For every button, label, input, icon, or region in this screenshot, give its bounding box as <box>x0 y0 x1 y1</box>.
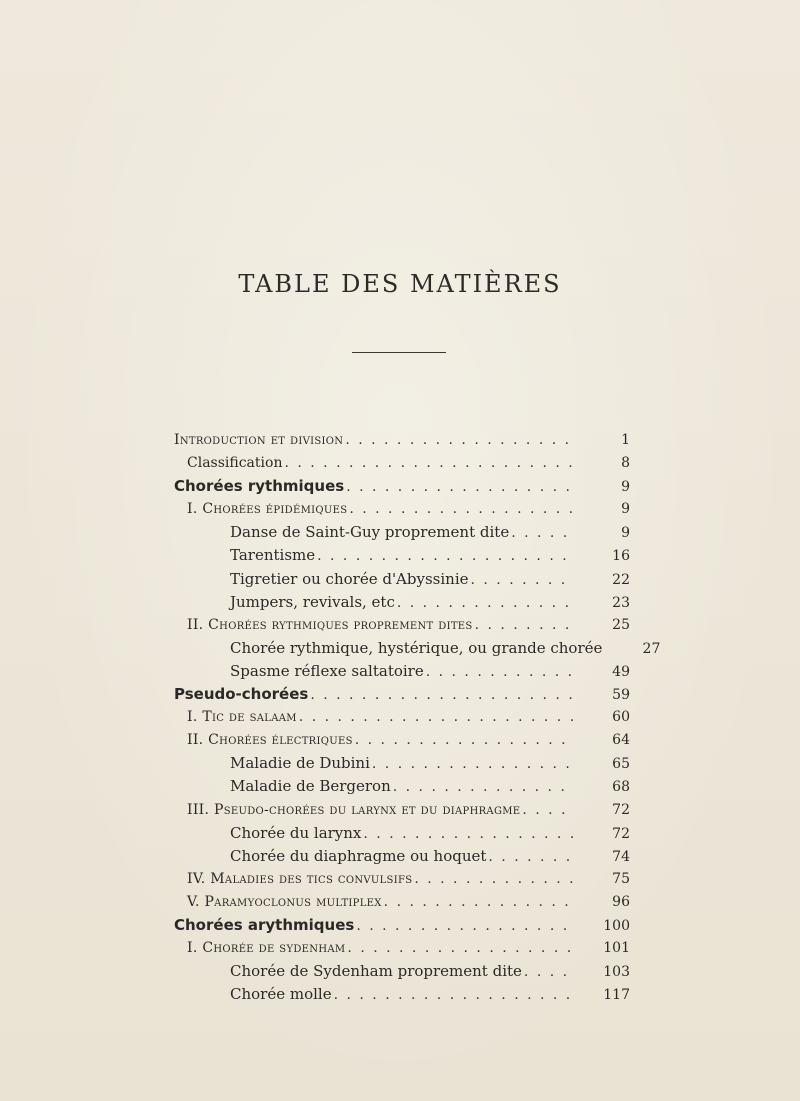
toc-entry-page: 25 <box>612 616 630 633</box>
toc-entry-label: I. Chorée de sydenham <box>187 940 346 957</box>
toc-entry <box>170 799 630 822</box>
dot-leader <box>346 476 574 499</box>
toc-entry <box>170 729 630 752</box>
dot-leader <box>522 799 574 822</box>
toc-entry-page: 74 <box>612 848 630 865</box>
toc-entry-label: I. Chorées épidémiques <box>187 501 348 518</box>
toc-entry-label: Tigretier ou chorée d'Abyssinie <box>230 569 469 588</box>
toc-entry <box>170 937 630 960</box>
toc-entry <box>170 845 630 868</box>
dot-leader <box>355 729 574 752</box>
toc-entry <box>170 544 630 567</box>
toc-entry-page: 59 <box>612 687 630 704</box>
toc-entry-label: Pseudo-chorées <box>174 685 309 704</box>
dot-leader <box>299 706 574 729</box>
toc-entry <box>170 983 630 1006</box>
toc-entry <box>170 475 630 498</box>
toc-entry-page: 75 <box>612 870 630 887</box>
dot-leader <box>349 498 574 521</box>
toc-entry-page: 60 <box>612 709 630 726</box>
dot-leader <box>347 937 574 960</box>
dot-leader <box>317 545 574 568</box>
toc-entry-label: Chorées arythmiques <box>174 915 355 934</box>
toc-entry <box>170 706 630 729</box>
toc-entry-label: IV. Maladies des tics convulsifs <box>187 870 413 887</box>
toc-entry-label: Jumpers, revivals, etc <box>230 592 395 611</box>
toc-entry-page: 8 <box>621 455 630 472</box>
toc-entry-label: Maladie de Dubini <box>230 754 370 773</box>
toc-entry-label: V. Paramyoclonus multiplex <box>187 893 382 910</box>
toc-entry-page: 100 <box>603 917 630 934</box>
toc-entry-label: Chorée molle <box>230 985 332 1004</box>
toc-entry-page: 65 <box>612 756 630 773</box>
dot-leader <box>310 684 574 707</box>
toc-entry-page: 9 <box>621 479 630 496</box>
toc-entry <box>170 452 630 475</box>
dot-leader <box>414 868 574 891</box>
toc-entry-label: Chorée rythmique, hystérique, ou grande chorée <box>230 638 603 657</box>
toc-entry <box>170 660 630 683</box>
toc-entry-page: 72 <box>612 825 630 842</box>
dot-leader <box>356 915 574 938</box>
toc-entry-label: Maladie de Bergeron <box>230 777 391 796</box>
toc-entry-page: 23 <box>612 594 630 611</box>
toc-entry-page: 9 <box>621 501 630 518</box>
dot-leader <box>397 592 574 615</box>
dot-leader <box>511 522 574 545</box>
toc-entry-page: 1 <box>621 432 630 448</box>
toc-entry <box>170 775 630 798</box>
dot-leader <box>372 753 574 776</box>
toc-entry <box>170 683 630 706</box>
toc-entry <box>170 521 630 544</box>
toc-entry-label: Chorées rythmiques <box>174 477 345 496</box>
dot-leader <box>488 846 574 869</box>
toc-entry-label: II. Chorées rythmiques proprement dites <box>187 616 473 633</box>
table-of-contents <box>170 429 661 1006</box>
dot-leader <box>384 891 574 914</box>
page-title: TABLE DES MATIÈRES <box>238 270 562 298</box>
toc-entry-page: 9 <box>621 525 630 542</box>
toc-entry-label: Introduction et division <box>174 432 344 448</box>
toc-entry-page: 103 <box>603 964 630 981</box>
toc-entry-page: 16 <box>612 548 630 565</box>
dot-leader <box>475 614 574 637</box>
toc-entry-label: I. Tic de salaam <box>187 709 297 726</box>
toc-entry-page: 72 <box>612 801 630 818</box>
toc-entry-page: 96 <box>612 893 630 910</box>
toc-entry-page: 49 <box>612 663 630 680</box>
toc-entry <box>170 752 630 775</box>
toc-entry <box>170 822 630 845</box>
toc-entry-page: 27 <box>642 640 661 657</box>
dot-leader <box>393 776 574 799</box>
toc-entry-label: Classification <box>187 455 283 472</box>
toc-entry <box>170 591 630 614</box>
toc-entry-label: Chorée du diaphragme ou hoquet <box>230 846 487 865</box>
dot-leader <box>284 452 574 475</box>
toc-entry-page: 117 <box>603 987 630 1004</box>
toc-entry <box>170 891 630 914</box>
dot-leader <box>363 823 574 846</box>
toc-entry-page: 22 <box>612 571 630 588</box>
toc-entry-label: III. Pseudo-chorées du larynx et du diaphragme <box>187 801 521 818</box>
toc-entry <box>170 568 630 591</box>
toc-entry <box>170 637 661 660</box>
toc-entry-page: 101 <box>603 940 630 957</box>
toc-entry-label: Danse de Saint-Guy proprement dite <box>230 523 510 542</box>
toc-entry-page: 68 <box>612 779 630 796</box>
toc-entry-label: Spasme réflexe saltatoire <box>230 661 424 680</box>
dot-leader <box>524 961 574 984</box>
toc-entry <box>170 614 630 637</box>
toc-entry <box>170 914 630 937</box>
toc-entry-label: Chorée de Sydenham proprement dite <box>230 962 522 981</box>
toc-entry <box>170 960 630 983</box>
toc-entry-label: Tarentisme <box>230 546 316 565</box>
toc-entry-label: II. Chorées électriques <box>187 732 353 749</box>
dot-leader <box>345 429 574 452</box>
toc-entry-label: Chorée du larynx <box>230 823 362 842</box>
toc-entry <box>170 498 630 521</box>
toc-entry <box>170 868 630 891</box>
toc-entry-page: 64 <box>612 732 630 749</box>
title-rule <box>352 352 446 353</box>
toc-entry <box>170 429 630 452</box>
dot-leader <box>334 984 574 1007</box>
dot-leader <box>471 569 575 592</box>
dot-leader <box>426 661 574 684</box>
